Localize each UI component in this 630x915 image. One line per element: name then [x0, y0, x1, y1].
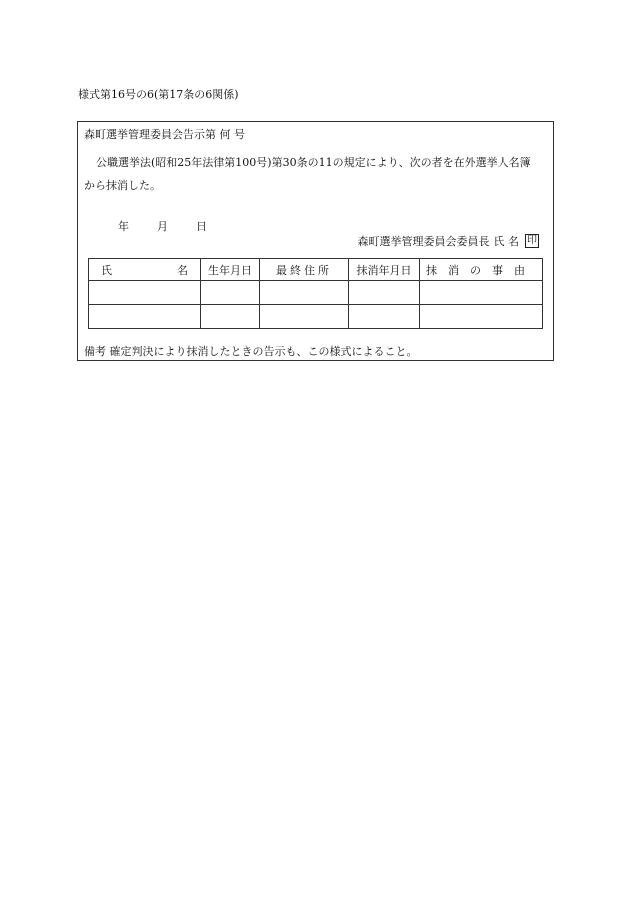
notice-frame: [77, 121, 554, 361]
header-deletion-date: 抹消年月日: [349, 259, 420, 281]
cell-name: [89, 305, 201, 329]
notice-title: 森町選挙管理委員会告示第 何 号: [84, 128, 245, 141]
signer-name-label: 氏 名: [493, 235, 519, 248]
cell-deletion-reason: [420, 305, 543, 329]
table-row: [89, 305, 543, 329]
cell-birth-date: [201, 281, 260, 305]
cell-deletion-reason: [420, 281, 543, 305]
cell-last-address: [260, 305, 349, 329]
signer-title: 森町選挙管理委員会委員長: [357, 235, 490, 248]
header-name: [89, 259, 201, 281]
header-birth-date: 生年月日: [201, 259, 260, 281]
date-day: 日: [196, 220, 207, 233]
signer-block: [358, 233, 540, 249]
cell-deletion-date: [349, 305, 420, 329]
cell-birth-date: [201, 305, 260, 329]
table-header-row: [89, 259, 543, 281]
header-deletion-reason: 抹消の事由: [420, 259, 543, 281]
cell-last-address: [260, 281, 349, 305]
seal-mark: 印: [527, 235, 537, 246]
remarks: 備考 確定判決により抹消したときの告示も、この様式によること。: [84, 345, 418, 358]
cell-deletion-date: [349, 281, 420, 305]
notice-body-line-1: 公職選挙法(昭和25年法律第100号)第30条の11の規定により、次の者を在外選挙人名簿: [96, 156, 531, 169]
header-name-left: 氏: [101, 263, 112, 277]
form-number: 様式第16号の6(第17条の6関係): [78, 88, 239, 101]
notice-date: [118, 218, 207, 234]
header-name-right: 名: [177, 263, 188, 277]
date-month: 月: [157, 220, 168, 233]
date-year: 年: [118, 220, 129, 233]
deletion-table: [88, 258, 543, 329]
cell-name: [89, 281, 201, 305]
notice-body-line-2: から抹消した。: [84, 179, 161, 192]
header-last-address: 最終住所: [260, 259, 349, 281]
table-row: [89, 281, 543, 305]
